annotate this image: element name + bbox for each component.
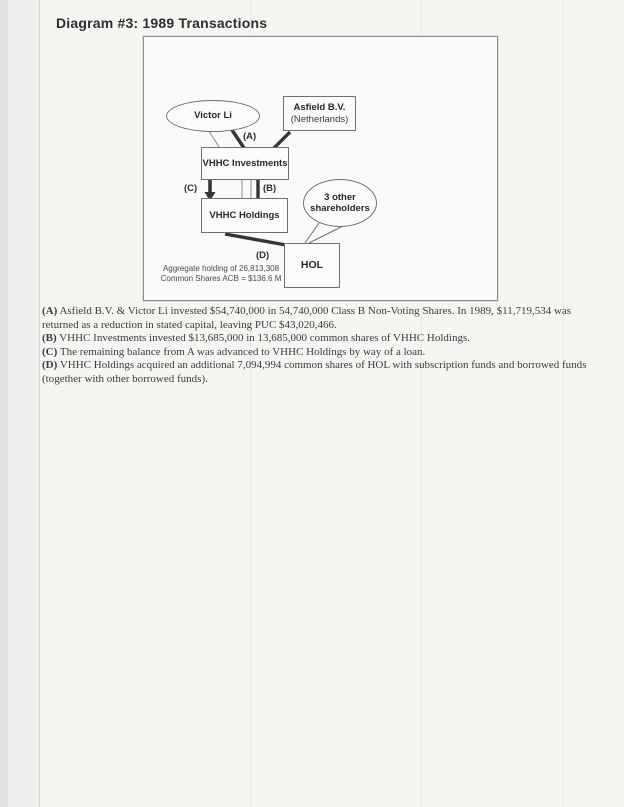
other-shareholders-label-2: shareholders <box>310 203 370 214</box>
footnote-d-tag: (D) <box>42 359 58 371</box>
node-vhhc-holdings <box>201 198 288 233</box>
vhhc-holdings-label: VHHC Holdings <box>209 209 280 221</box>
page-left-margin <box>8 0 39 807</box>
edge-label-c: (C) <box>184 183 198 194</box>
page-edge-line <box>39 0 40 807</box>
aggregate-note-line-1: Aggregate holding of 26,813,308 <box>162 264 280 273</box>
node-asfield <box>283 96 356 131</box>
footnotes-block <box>42 305 590 386</box>
node-other-shareholders <box>303 179 377 227</box>
footnote-a-text: Asfield B.V. & Victor Li invested $54,740,000 in 54,740,000 Class B Non-Voting Shares. In 1989, $11,719,534 was returned as a reduction in stated capital, leaving PUC $43,020,466. <box>42 305 572 331</box>
node-hol <box>284 243 340 288</box>
footnote-d-text: VHHC Holdings acquired an additional 7,094,994 common shares of HOL with subscription funds and borrowed funds (together with other borrowed funds). <box>42 359 587 385</box>
footnote-b-tag: (B) <box>42 332 57 344</box>
footnote-a <box>42 305 590 332</box>
shareholders-tail-left <box>305 223 319 243</box>
edge-label-d: (D) <box>256 250 270 261</box>
shareholders-tail-right <box>309 226 343 243</box>
transactions-diagram-frame <box>143 36 498 301</box>
asfield-investment-edge <box>274 132 290 148</box>
vhhc-investments-label: VHHC Investments <box>202 157 288 169</box>
asfield-label: Asfield B.V. <box>293 102 346 113</box>
footnote-c-text: The remaining balance from A was advanced to VHHC Holdings by way of a loan. <box>59 345 426 358</box>
edge-label-a: (A) <box>243 131 257 142</box>
footnote-d <box>42 359 590 386</box>
aggregate-holding-note <box>156 264 286 283</box>
footnote-c-tag: (C) <box>42 345 58 358</box>
node-vhhc-investments <box>201 147 289 180</box>
victor-li-thin-edge <box>209 131 219 147</box>
asfield-sublabel: (Netherlands) <box>290 113 349 125</box>
page-left-edge-shadow <box>0 0 8 807</box>
victor-li-label: Victor Li <box>194 110 232 122</box>
aggregate-note-line-2: Common Shares ACB = $136.6 M <box>160 273 282 283</box>
other-shareholders-label-1: 3 other <box>324 191 356 203</box>
footnote-b-text: VHHC Investments invested $13,685,000 in 13,685,000 common shares of VHHC Holdings. <box>59 332 470 344</box>
hol-label: HOL <box>300 258 324 271</box>
edge-d-hol-line <box>225 234 286 245</box>
node-victor-li <box>166 100 260 132</box>
footnote-c <box>42 346 590 360</box>
page-title: Diagram #3: 1989 Transactions <box>56 15 268 31</box>
scan-fold-line <box>563 0 564 807</box>
edge-label-b: (B) <box>263 183 277 194</box>
footnote-a-tag: (A) <box>42 305 58 317</box>
footnote-b <box>42 332 590 346</box>
